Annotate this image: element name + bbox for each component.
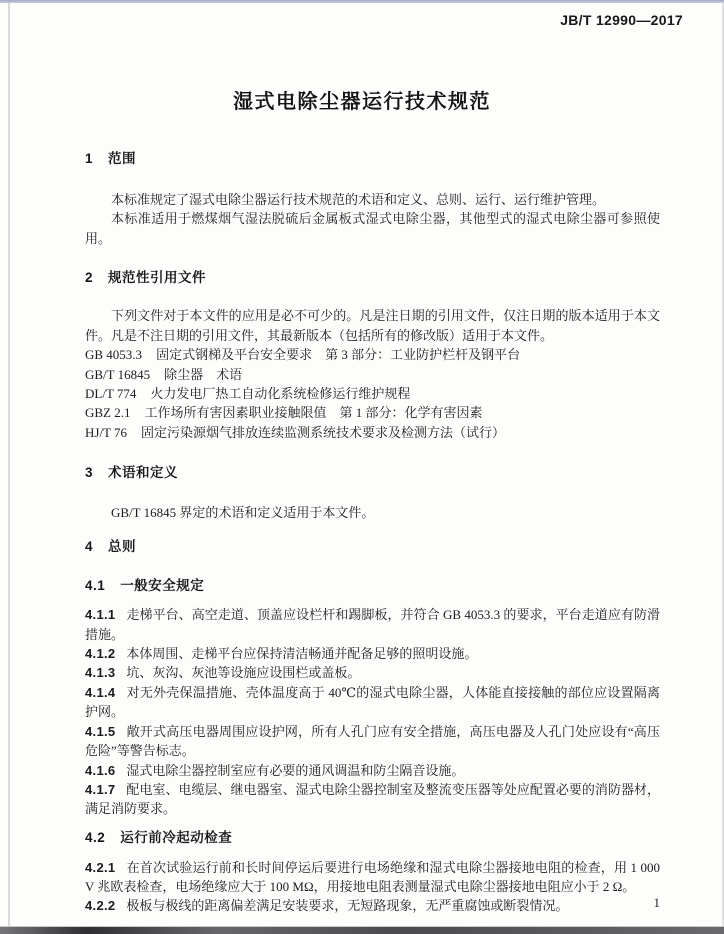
reference-title: 固定式钢梯及平台安全要求 第 3 部分：工业防护栏杆及钢平台 — [156, 347, 521, 363]
section-title: 术语和定义 — [108, 465, 179, 481]
clause-number: 4.1.7 — [85, 781, 116, 797]
clause-text: 敞开式高压电器周围应设护网，所有人孔门应有安全措施，高压电器及人孔门处应设有“高压危险”等警告标志。 — [85, 723, 660, 759]
reference-item — [85, 384, 660, 403]
reference-title: 工作场所有害因素职业接触限值 第 1 部分：化学有害因素 — [144, 405, 483, 421]
clause-4-1-3 — [85, 663, 660, 682]
reference-code: DL/T 774 — [85, 386, 137, 402]
clause-number: 4.1.1 — [85, 607, 116, 623]
scan-edge-left — [8, 3, 10, 927]
clause-number: 4.1.2 — [85, 646, 116, 662]
clause-4-2-1 — [85, 858, 660, 897]
subsection-title: 运行前冷起动检查 — [120, 829, 233, 845]
clause-number: 4.1.5 — [85, 723, 116, 739]
clause-4-1-4 — [85, 683, 660, 722]
document-title: 湿式电除尘器运行技术规范 — [233, 91, 491, 113]
paragraph-scope-2: 本标准适用于燃煤烟气湿法脱硫后金属板式湿式电除尘器，其他型式的湿式电除尘器可参照使用。 — [85, 211, 660, 246]
clause-text: 对无外壳保温措施、壳体温度高于 40℃的湿式电除尘器，人体能直接接触的部位应设置隔离护网。 — [85, 684, 660, 720]
clause-4-1-7 — [85, 780, 660, 819]
section-heading-2 — [85, 268, 660, 287]
section-title: 规范性引用文件 — [108, 270, 207, 286]
clause-4-1-5 — [85, 722, 660, 761]
clause-number: 4.2.2 — [85, 898, 116, 914]
reference-code: GB 4053.3 — [85, 347, 143, 363]
document-body — [85, 0, 660, 916]
scan-edge-bottom — [0, 927, 724, 934]
section-number: 4 — [85, 539, 94, 555]
section-number: 3 — [85, 465, 94, 481]
reference-title: 固定污染源烟气排放连续监测系统技术要求及检测方法（试行） — [141, 424, 506, 440]
section-title: 范围 — [108, 151, 137, 166]
subsection-title: 一般安全规定 — [120, 578, 205, 594]
clause-4-1-2 — [85, 644, 660, 663]
subsection-number: 4.1 — [85, 578, 106, 594]
clause-text: 湿式电除尘器控制室应有必要的通风调温和防尘隔音设施。 — [126, 762, 465, 778]
subsection-number: 4.2 — [85, 829, 106, 845]
reference-item — [85, 365, 660, 384]
reference-item — [85, 345, 660, 364]
reference-title: 火力发电厂热工自动化系统检修运行维护规程 — [150, 386, 411, 402]
clause-number: 4.2.1 — [85, 859, 116, 875]
page-number: 1 — [653, 895, 660, 910]
clause-text: 走梯平台、高空走道、顶盖应设栏杆和踢脚板，并符合 GB 4053.3 的要求，平台走道应有防滑措施。 — [85, 607, 660, 642]
clause-4-1-1 — [85, 605, 660, 644]
section-heading-4 — [85, 537, 660, 556]
clause-text: 本体周围、走梯平台应保持清洁畅通并配备足够的照明设施。 — [126, 646, 478, 662]
reference-code: HJ/T 76 — [85, 424, 128, 440]
clause-number: 4.1.3 — [85, 665, 116, 681]
reference-title: 除尘器 术语 — [164, 366, 243, 382]
clause-text: 在首次试验运行前和长时间停运后要进行电场绝缘和湿式电除尘器接地电阻的检查，用 1 000 V 兆欧表检查，电场绝缘应大于 100 MΩ，用接地电阻表测量湿式电除尘器接地电阻应小于 2 Ω。 — [85, 859, 660, 894]
paragraph-scope-1: 本标准规定了湿式电除尘器运行技术规范的术语和定义、总则、运行、运行维护管理。 — [111, 192, 606, 207]
clause-number: 4.1.6 — [85, 762, 116, 778]
section-number: 1 — [85, 151, 94, 166]
section-heading-3 — [85, 463, 660, 482]
reference-code: GB/T 16845 — [85, 366, 151, 382]
section-title: 总则 — [108, 539, 137, 555]
reference-code: GBZ 2.1 — [85, 405, 131, 421]
clause-text: 极板与极线的距离偏差满足安装要求，无短路现象，无严重腐蚀或断裂情况。 — [126, 898, 569, 914]
reference-item — [85, 423, 660, 442]
clause-number: 4.1.4 — [85, 684, 116, 700]
section-number: 2 — [85, 270, 94, 286]
clause-text: 配电室、电缆层、继电器室、湿式电除尘器控制室及整流变压器等处应配置必要的消防器材，满足消防要求。 — [85, 781, 660, 817]
reference-item — [85, 403, 660, 422]
paragraph-terms: GB/T 16845 界定的术语和定义适用于本文件。 — [111, 505, 375, 521]
clause-text: 坑、灰沟、灰池等设施应设围栏或盖板。 — [126, 665, 361, 681]
standard-code: JB/T 12990—2017 — [560, 12, 683, 28]
section-heading-1 — [85, 149, 660, 168]
clause-4-2-2 — [85, 896, 660, 915]
subsection-heading-4-1 — [85, 576, 660, 595]
subsection-heading-4-2 — [85, 828, 660, 847]
paragraph-references-intro: 下列文件对于本文件的应用是必不可少的。凡是注日期的引用文件，仅注日期的版本适用于本文件。凡是不注日期的引用文件，其最新版本（包括所有的修改版）适用于本文件。 — [85, 308, 660, 343]
clause-4-1-6 — [85, 761, 660, 780]
